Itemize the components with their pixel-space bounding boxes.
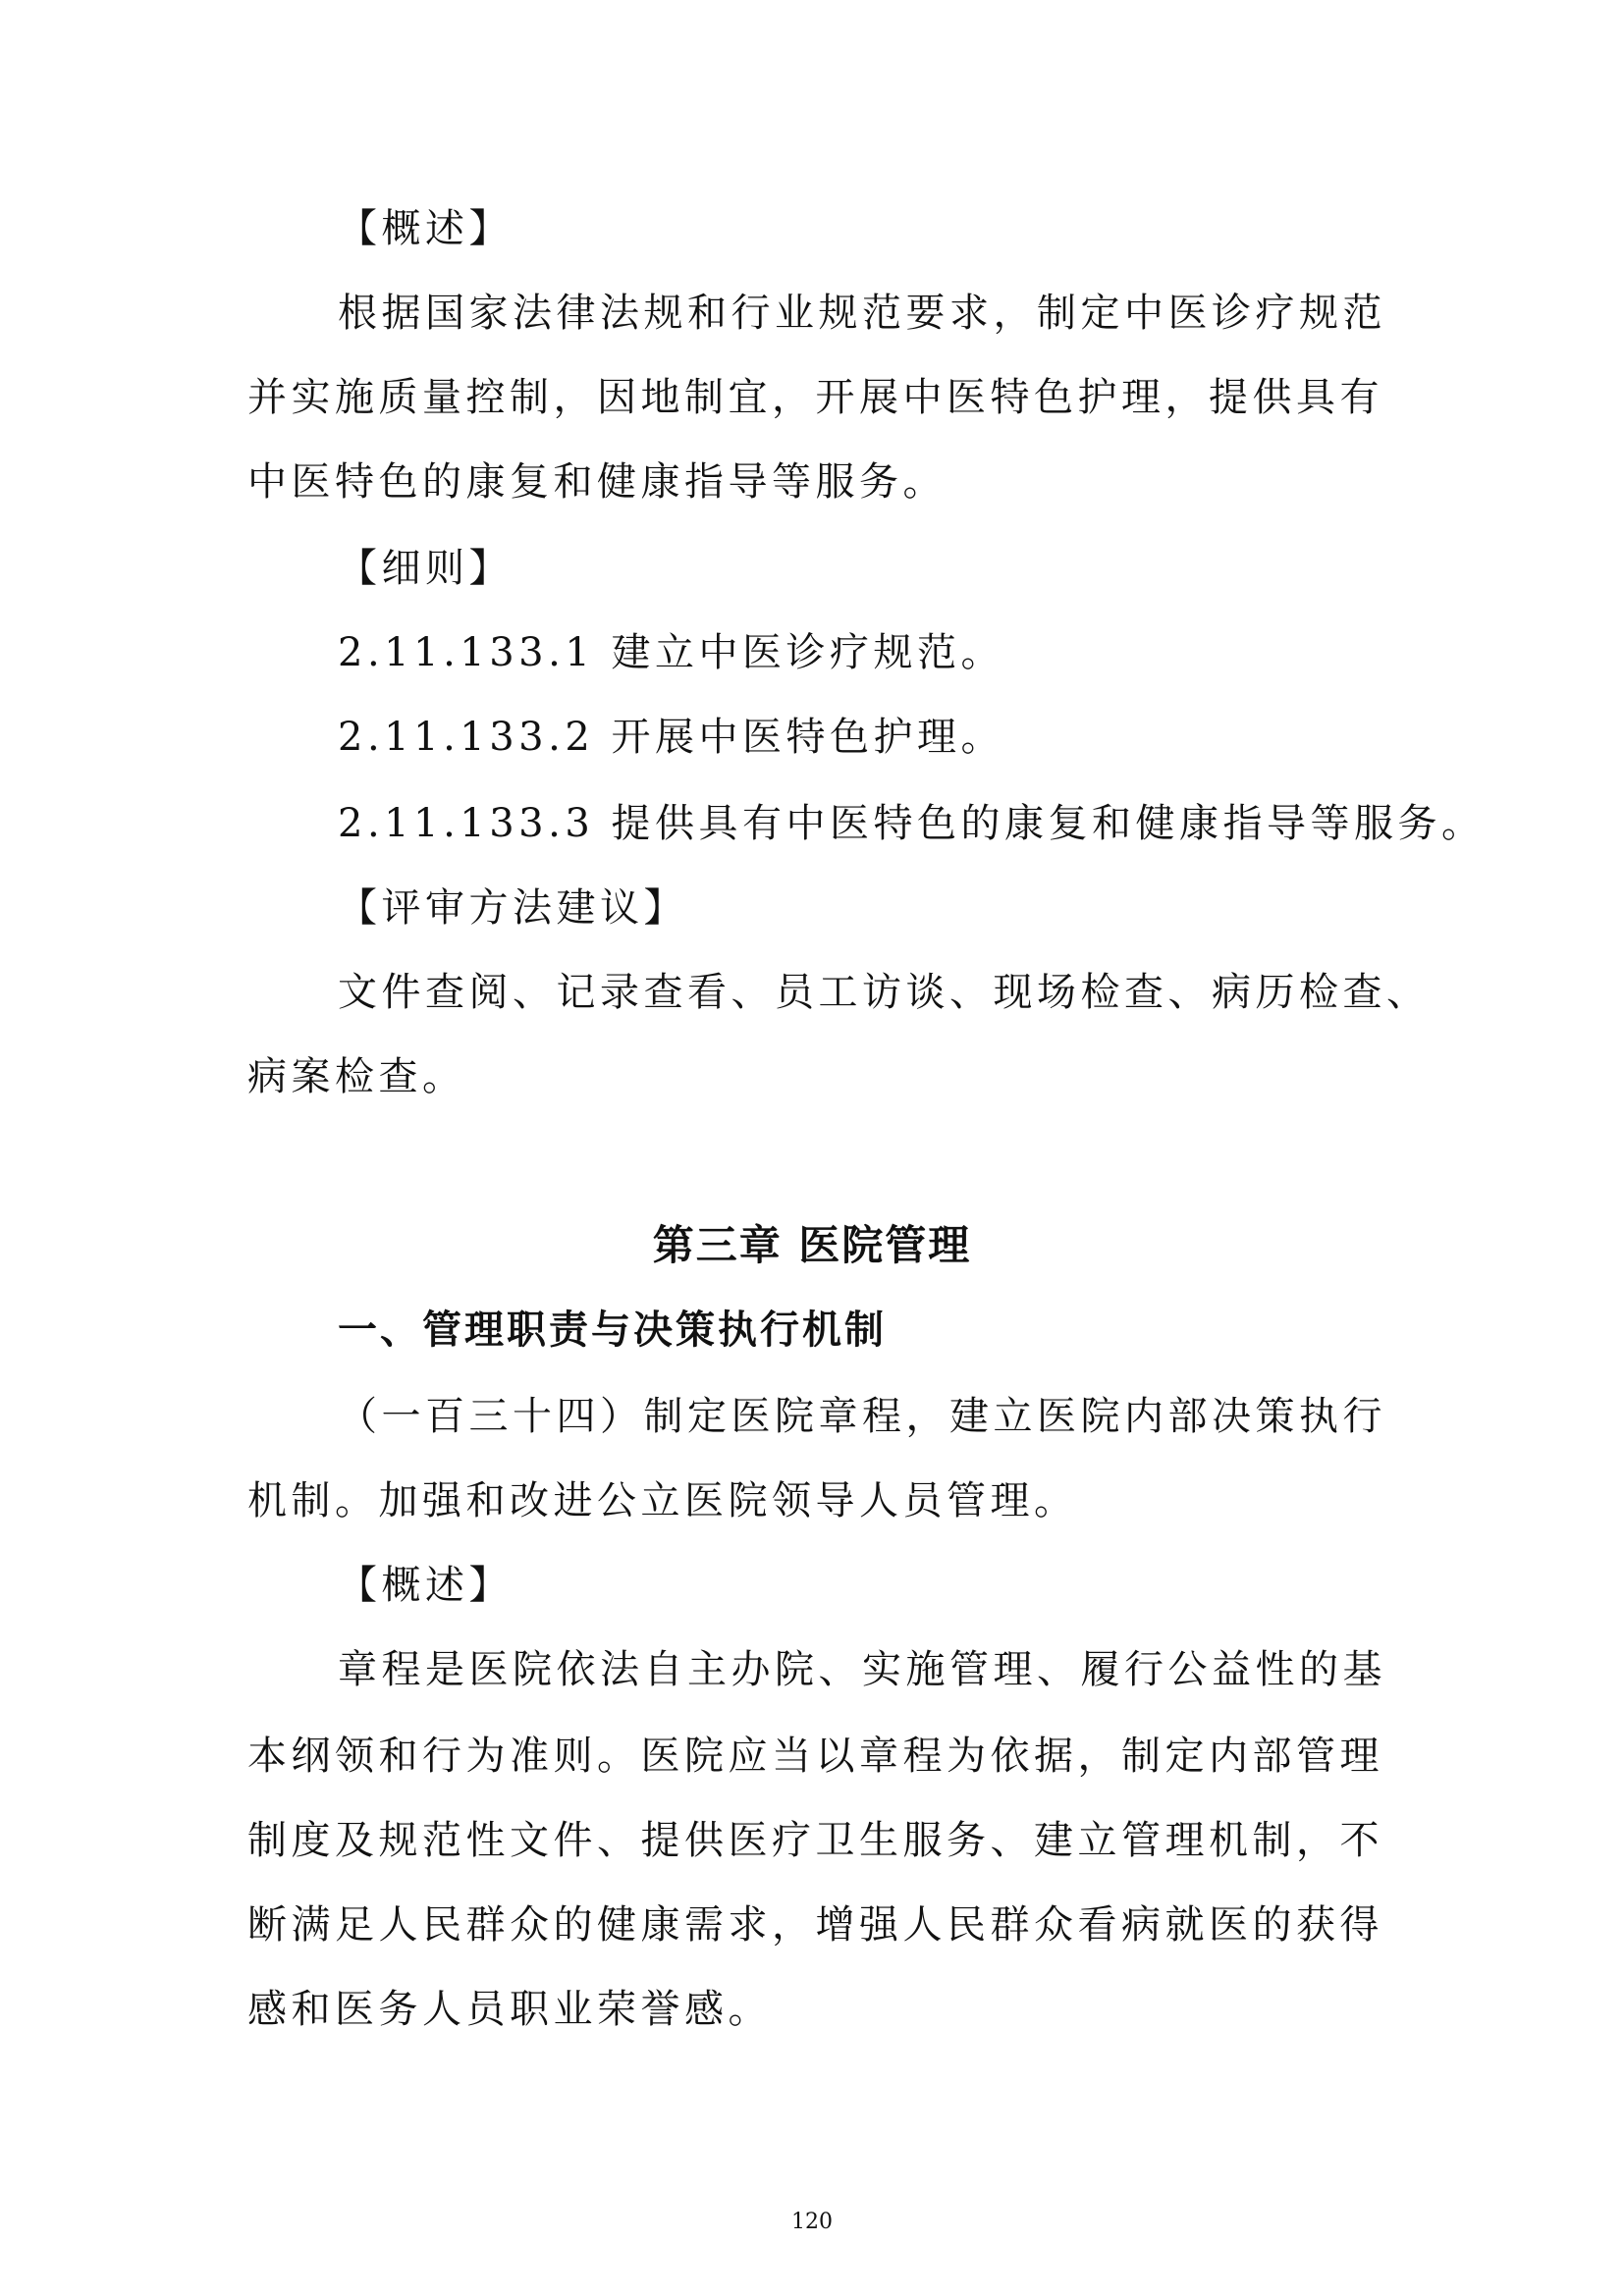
chapter-overview-heading: 【概述】 (338, 1563, 513, 1608)
article-line-1: （一百三十四）制定医院章程，建立医院内部决策执行 (338, 1394, 1386, 1439)
chapter-overview-line-4: 断满足人民群众的健康需求，增强人民群众看病就医的获得 (247, 1902, 1383, 1948)
overview-heading: 【概述】 (338, 206, 513, 251)
detail-item-2: 2.11.133.2 开展中医特色护理。 (338, 715, 1005, 760)
method-line-1: 文件查阅、记录查看、员工访谈、现场检查、病历检查、 (338, 970, 1431, 1015)
details-heading: 【细则】 (338, 546, 513, 591)
chapter-overview-line-3: 制度及规范性文件、提供医疗卫生服务、建立管理机制，不 (247, 1818, 1383, 1863)
overview-line-3: 中医特色的康复和健康指导等服务。 (247, 459, 947, 505)
article-line-2: 机制。加强和改进公立医院领导人员管理。 (247, 1478, 1078, 1523)
chapter-overview-line-1: 章程是医院依法自主办院、实施管理、履行公益性的基 (338, 1647, 1386, 1692)
chapter-overview-line-2: 本纲领和行为准则。医院应当以章程为依据，制定内部管理 (247, 1734, 1383, 1779)
overview-line-2: 并实施质量控制，因地制宜，开展中医特色护理，提供具有 (247, 375, 1383, 420)
overview-line-1: 根据国家法律法规和行业规范要求，制定中医诊疗规范 (338, 291, 1386, 336)
page-number: 120 (791, 2210, 833, 2234)
chapter-title: 第三章 医院管理 (652, 1221, 972, 1269)
method-line-2: 病案检查。 (247, 1054, 466, 1099)
detail-item-1: 2.11.133.1 建立中医诊疗规范。 (338, 630, 1005, 675)
detail-item-3: 2.11.133.3 提供具有中医特色的康复和健康指导等服务。 (338, 801, 1486, 846)
method-heading: 【评审方法建议】 (338, 885, 687, 931)
chapter-overview-line-5: 感和医务人员职业荣誉感。 (247, 1987, 772, 2032)
section-title: 一、管理职责与决策执行机制 (338, 1308, 887, 1353)
